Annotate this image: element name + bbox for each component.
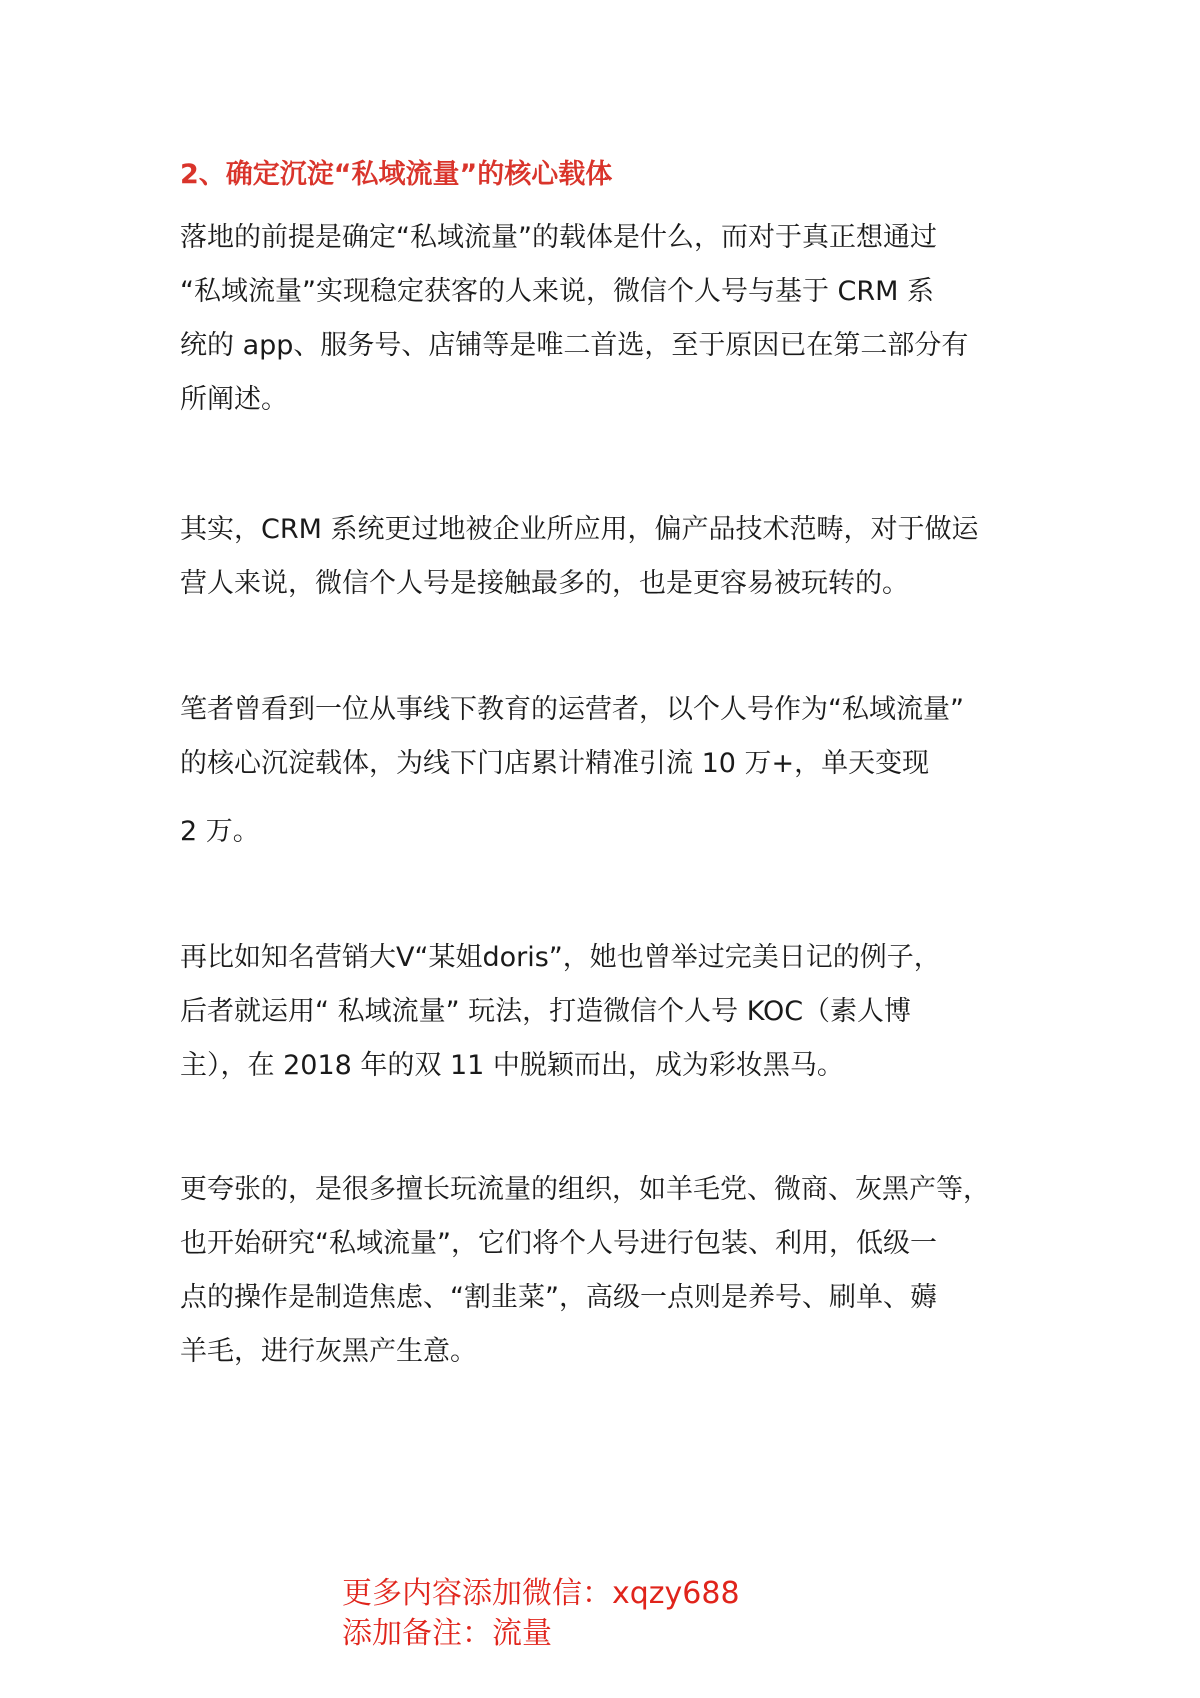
paragraph-1-line-1: 落地的前提是确定“私域流量”的载体是什么，而对于真正想通过: [180, 222, 937, 253]
section-heading: 2、确定沉淀“私域流量”的核心载体: [180, 159, 613, 190]
paragraph-4-line-1: 再比如知名营销大V“某姐doris”，她也曾举过完美日记的例子，: [180, 942, 941, 973]
paragraph-3-line-2: 的核心沉淀载体，为线下门店累计精准引流 10 万+，单天变现: [180, 748, 930, 779]
paragraph-4-line-3: 主），在 2018 年的双 11 中脱颖而出，成为彩妆黑马。: [180, 1050, 844, 1081]
paragraph-3-line-3: 2 万。: [180, 816, 260, 847]
paragraph-5-line-2: 也开始研究“私域流量”，它们将个人号进行包装、利用，低级一: [180, 1228, 937, 1259]
paragraph-3-line-1: 笔者曾看到一位从事线下教育的运营者，以个人号作为“私域流量”: [180, 694, 964, 725]
paragraph-4-line-2: 后者就运用“ 私域流量” 玩法，打造微信个人号 KOC（素人博: [180, 996, 912, 1027]
paragraph-2-line-1: 其实，CRM 系统更过地被企业所应用，偏产品技术范畴，对于做运: [180, 514, 979, 545]
footer-remark-line: 添加备注：流量: [342, 1616, 552, 1651]
paragraph-2-line-2: 营人来说，微信个人号是接触最多的，也是更容易被玩转的。: [180, 568, 909, 599]
paragraph-5-line-1: 更夸张的，是很多擅长玩流量的组织，如羊毛党、微商、灰黑产等，: [180, 1174, 990, 1205]
paragraph-5-line-3: 点的操作是制造焦虑、“割韭菜”，高级一点则是养号、刷单、薅: [180, 1282, 937, 1313]
paragraph-1-line-4: 所阐述。: [180, 384, 288, 415]
paragraph-1-line-2: “私域流量”实现稳定获客的人来说，微信个人号与基于 CRM 系: [180, 276, 935, 307]
paragraph-1-line-3: 统的 app、服务号、店铺等是唯二首选，至于原因已在第二部分有: [180, 330, 969, 361]
footer-contact-line: 更多内容添加微信：xqzy688: [342, 1576, 740, 1611]
paragraph-5-line-4: 羊毛，进行灰黑产生意。: [180, 1336, 477, 1367]
